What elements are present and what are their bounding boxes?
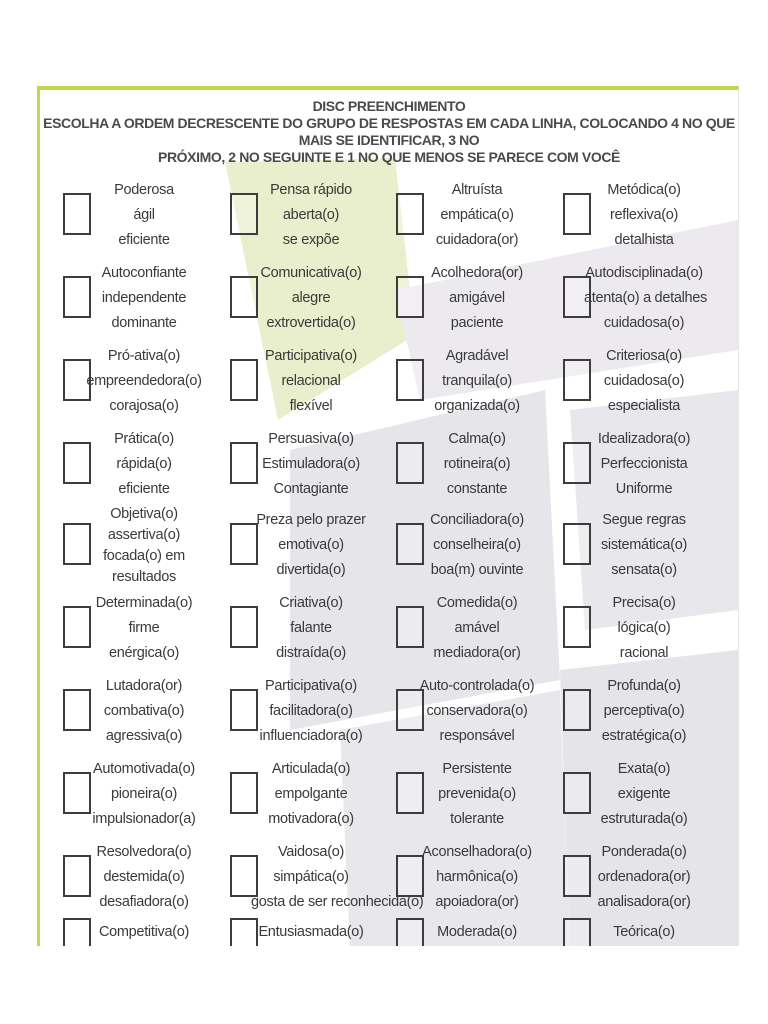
answer-option xyxy=(373,674,548,756)
answer-option xyxy=(207,261,382,343)
answer-option xyxy=(40,178,215,260)
form-instruction-line-2: PRÓXIMO, 2 NO SEGUINTE E 1 NO QUE MENOS SE PARECE COM VOCÊ xyxy=(158,149,620,165)
option-word: simpática(o) xyxy=(273,869,349,885)
option-word: Vaidosa(o) xyxy=(277,844,345,860)
answer-row xyxy=(40,674,738,756)
option-word: ordenadora(or) xyxy=(597,869,691,885)
option-word: Calma(o) xyxy=(448,431,506,447)
answer-option xyxy=(207,674,382,756)
option-words xyxy=(417,261,537,336)
option-words xyxy=(417,591,537,666)
option-word: rotineira(o) xyxy=(443,456,511,472)
option-word: Conciliadora(o) xyxy=(430,512,524,528)
option-word: relacional xyxy=(281,373,341,389)
answer-option xyxy=(207,178,382,260)
option-word: alegre xyxy=(291,290,331,306)
option-word: agressiva(o) xyxy=(105,728,183,744)
option-word: Auto-controlada(o) xyxy=(419,678,535,694)
answer-row xyxy=(40,344,738,426)
answer-option xyxy=(540,344,715,426)
option-words xyxy=(84,674,204,749)
option-word: Agradável xyxy=(445,348,509,364)
option-word: empática(o) xyxy=(440,207,514,223)
answer-row xyxy=(40,508,738,590)
option-word: enérgica(o) xyxy=(108,645,180,661)
option-word: Autodisciplinada(o) xyxy=(585,265,703,281)
option-word: Autoconfiante xyxy=(101,265,187,281)
option-word: Participativa(o) xyxy=(265,348,357,364)
answer-option xyxy=(373,261,548,343)
answer-option xyxy=(540,508,715,590)
option-word: Lutadora(or) xyxy=(105,678,183,694)
answer-option xyxy=(540,591,715,673)
option-word: Pró-ativa(o) xyxy=(107,348,181,364)
answer-option xyxy=(373,178,548,260)
option-word: Perfeccionista xyxy=(600,456,688,472)
answer-option xyxy=(40,427,215,509)
option-word: exigente xyxy=(617,786,671,802)
option-word: analisadora(or) xyxy=(597,894,691,910)
answer-option xyxy=(373,840,548,922)
answer-option xyxy=(540,261,715,343)
option-word: pioneira(o) xyxy=(110,786,177,802)
answer-option xyxy=(373,427,548,509)
option-word: mediadora(or) xyxy=(433,645,521,661)
answer-row xyxy=(40,591,738,673)
option-words xyxy=(84,840,204,915)
option-words xyxy=(251,757,371,832)
option-words xyxy=(417,757,537,832)
option-word: Resolvedora(o) xyxy=(96,844,192,860)
option-word: firme xyxy=(128,620,160,636)
option-word: ágil xyxy=(133,207,155,223)
answer-option xyxy=(540,178,715,260)
option-word: detalhista xyxy=(614,232,674,248)
option-word: perceptiva(o) xyxy=(603,703,685,719)
option-word: destemida(o) xyxy=(103,869,185,885)
option-word: constante xyxy=(446,481,508,497)
option-words xyxy=(584,261,707,336)
option-words xyxy=(251,920,371,945)
option-word: Persistente xyxy=(442,761,512,777)
option-word: divertida(o) xyxy=(276,562,346,578)
option-word: impulsionador(a) xyxy=(92,811,196,827)
option-word: boa(m) ouvinte xyxy=(430,562,524,578)
option-words xyxy=(417,674,537,749)
option-word: Uniforme xyxy=(615,481,673,497)
option-word: falante xyxy=(290,620,332,636)
option-word: extrovertida(o) xyxy=(266,315,356,331)
option-word: cuidadosa(o) xyxy=(603,315,685,331)
option-word: resultados xyxy=(112,569,176,585)
option-words xyxy=(584,591,704,666)
answer-option xyxy=(540,840,715,922)
option-word: empolgante xyxy=(274,786,348,802)
option-word: corajosa(o) xyxy=(109,398,179,414)
option-word: sensata(o) xyxy=(611,562,677,578)
option-word: Automotivada(o) xyxy=(93,761,195,777)
option-words xyxy=(84,757,204,832)
answer-option xyxy=(540,919,715,946)
option-word: prevenida(o) xyxy=(438,786,516,802)
answer-option xyxy=(40,591,215,673)
option-word: gosta de ser reconhecida(o) xyxy=(251,894,424,910)
option-word: motivadora(o) xyxy=(268,811,354,827)
option-word: Estimuladora(o) xyxy=(262,456,360,472)
option-word: conselheira(o) xyxy=(433,537,521,553)
option-word: lógica(o) xyxy=(617,620,671,636)
option-words xyxy=(417,344,537,419)
answer-option xyxy=(40,674,215,756)
option-words xyxy=(584,508,704,583)
option-word: Competitiva(o) xyxy=(98,924,190,940)
answer-row xyxy=(40,178,738,260)
answer-option xyxy=(373,757,548,839)
option-word: Precisa(o) xyxy=(612,595,676,611)
option-word: Exata(o) xyxy=(617,761,671,777)
option-word: paciente xyxy=(450,315,504,331)
option-word: tolerante xyxy=(450,811,504,827)
option-word: independente xyxy=(101,290,187,306)
option-word: Teórica(o) xyxy=(613,924,675,940)
option-word: Acolhedora(or) xyxy=(431,265,523,281)
option-word: Objetiva(o) xyxy=(110,506,178,522)
answer-option xyxy=(40,261,215,343)
option-word: especialista xyxy=(607,398,681,414)
answer-row xyxy=(40,757,738,839)
option-words xyxy=(584,427,704,502)
option-word: rápida(o) xyxy=(116,456,172,472)
option-word: Criativa(o) xyxy=(279,595,343,611)
answer-option xyxy=(40,344,215,426)
answer-option xyxy=(373,508,548,590)
option-word: conservadora(o) xyxy=(426,703,528,719)
option-word: influenciadora(o) xyxy=(259,728,363,744)
answer-option xyxy=(207,508,382,590)
option-words xyxy=(251,427,371,502)
answer-option xyxy=(207,757,382,839)
option-words xyxy=(584,344,704,419)
option-word: Metódica(o) xyxy=(607,182,681,198)
option-word: apoiadora(or) xyxy=(435,894,519,910)
option-word: se expõe xyxy=(282,232,340,248)
form-instruction-line-1: ESCOLHA A ORDEM DECRESCENTE DO GRUPO DE RESPOSTAS EM CADA LINHA, COLOCANDO 4 NO QUE MAIS SE IDENTIFICAR, 3 NO xyxy=(43,115,735,148)
option-word: Comunicativa(o) xyxy=(260,265,362,281)
option-words xyxy=(584,757,704,832)
option-word: focada(o) em xyxy=(103,548,185,564)
answer-option xyxy=(207,919,382,946)
option-word: Idealizadora(o) xyxy=(597,431,691,447)
option-word: empreendedora(o) xyxy=(86,373,202,389)
option-words xyxy=(417,920,537,945)
form-header xyxy=(40,98,738,166)
option-words xyxy=(584,674,704,749)
option-words xyxy=(84,504,204,588)
option-words xyxy=(584,920,704,945)
answer-option xyxy=(373,919,548,946)
answer-option xyxy=(540,427,715,509)
answer-row xyxy=(40,840,738,922)
option-word: facilitadora(o) xyxy=(269,703,353,719)
option-words xyxy=(584,840,704,915)
option-word: Prática(o) xyxy=(114,431,174,447)
answer-option xyxy=(540,757,715,839)
option-words xyxy=(251,178,371,253)
answer-option xyxy=(373,344,548,426)
option-words xyxy=(251,674,371,749)
form-title: DISC PREENCHIMENTO xyxy=(312,98,466,114)
option-word: Comedida(o) xyxy=(436,595,518,611)
option-word: aberta(o) xyxy=(282,207,340,223)
option-word: sistemática(o) xyxy=(600,537,688,553)
option-word: cuidadosa(o) xyxy=(603,373,685,389)
option-word: eficiente xyxy=(118,481,170,497)
option-word: Ponderada(o) xyxy=(601,844,687,860)
option-word: estruturada(o) xyxy=(600,811,688,827)
option-word: cuidadora(or) xyxy=(435,232,519,248)
option-word: racional xyxy=(619,645,669,661)
option-word: Criteriosa(o) xyxy=(606,348,682,364)
option-word: Contagiante xyxy=(273,481,349,497)
option-word: Segue regras xyxy=(602,512,686,528)
option-word: amigável xyxy=(449,290,505,306)
answer-option xyxy=(40,508,215,590)
option-word: Aconselhadora(o) xyxy=(422,844,532,860)
option-word: Participativa(o) xyxy=(265,678,357,694)
option-word: atenta(o) a detalhes xyxy=(584,290,707,306)
option-words xyxy=(417,178,537,253)
answer-option xyxy=(207,591,382,673)
option-word: Poderosa xyxy=(114,182,174,198)
option-word: reflexiva(o) xyxy=(609,207,679,223)
answer-option xyxy=(207,427,382,509)
option-words xyxy=(251,261,371,336)
answer-row xyxy=(40,919,738,946)
option-words xyxy=(251,591,371,666)
answer-option xyxy=(40,840,215,922)
option-word: Persuasiva(o) xyxy=(268,431,354,447)
option-words xyxy=(84,261,204,336)
option-word: eficiente xyxy=(118,232,170,248)
answer-option xyxy=(40,757,215,839)
option-words xyxy=(251,840,424,915)
option-word: estratégica(o) xyxy=(601,728,687,744)
option-word: assertiva(o) xyxy=(107,527,181,543)
option-words xyxy=(251,508,371,583)
option-word: Determinada(o) xyxy=(95,595,193,611)
option-word: amável xyxy=(454,620,500,636)
answer-option xyxy=(540,674,715,756)
option-words xyxy=(417,508,537,583)
option-words xyxy=(251,344,371,419)
option-words xyxy=(84,427,204,502)
option-word: Preza pelo prazer xyxy=(256,512,366,528)
option-word: flexível xyxy=(289,398,333,414)
option-words xyxy=(84,344,204,419)
option-word: organizada(o) xyxy=(434,398,520,414)
answer-option xyxy=(40,919,215,946)
option-words xyxy=(584,178,704,253)
answer-row xyxy=(40,261,738,343)
answer-option xyxy=(207,840,424,922)
option-word: combativa(o) xyxy=(103,703,185,719)
option-word: harmônica(o) xyxy=(436,869,518,885)
option-word: distraída(o) xyxy=(276,645,346,661)
option-words xyxy=(84,920,204,945)
answer-row xyxy=(40,427,738,509)
option-words xyxy=(84,591,204,666)
option-word: responsável xyxy=(439,728,515,744)
option-word: Moderada(o) xyxy=(437,924,517,940)
option-word: Articulada(o) xyxy=(271,761,351,777)
option-word: Entusiasmada(o) xyxy=(258,924,364,940)
disc-form-sheet xyxy=(37,86,739,946)
option-word: emotiva(o) xyxy=(278,537,344,553)
option-word: Altruísta xyxy=(451,182,503,198)
option-word: desafiadora(o) xyxy=(99,894,189,910)
option-words xyxy=(417,840,537,915)
option-words xyxy=(417,427,537,502)
option-word: dominante xyxy=(111,315,177,331)
option-word: Profunda(o) xyxy=(607,678,681,694)
option-word: tranquila(o) xyxy=(442,373,512,389)
answer-option xyxy=(207,344,382,426)
option-words xyxy=(84,178,204,253)
option-word: Pensa rápido xyxy=(270,182,352,198)
answer-option xyxy=(373,591,548,673)
